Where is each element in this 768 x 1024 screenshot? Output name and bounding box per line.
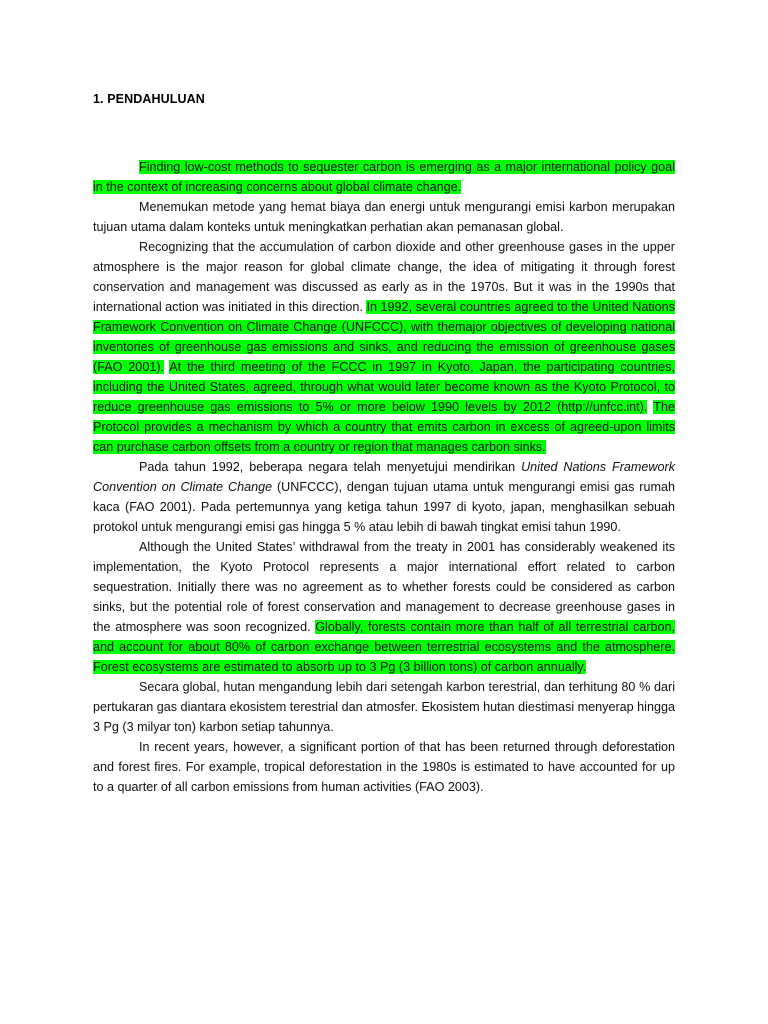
text-run: Although the United States’ withdrawal from the treaty in 2001 has considerably weakened its implementation, the Kyoto Protocol represents a major international effort related to carbon sequestration. Initially there was no agreement as to whether forests could be considered as carbon sinks, but the potential role of forest conservation and management to decrease greenhouse gases in the atmosphere was soon recognized. xyxy=(93,540,675,634)
text-run: Recognizing that the accumulation of carbon dioxide and other greenhouse gases in the upper atmosphere is the major reason for global climate change, the idea of mitigating it through forest conservation and management was discussed as early as in the 1970s. But it was in the 1990s that international action was initiated in this direction. xyxy=(93,240,675,314)
text-run: (UNFCCC), dengan tujuan utama untuk mengurangi emisi gas rumah kaca (FAO 2001). Pada pertemunnya yang ketiga tahun 1997 di kyoto, japan, menghasilkan sebuah protokol untuk mengurangi emisi gas hingga 5 % atau lebih di bawah tingkat emisi tahun 1990. xyxy=(93,480,675,534)
document-body xyxy=(93,157,675,797)
highlighted-text: Globally, forests contain more than half of all terrestrial carbon, and account for about 80% of carbon exchange between terrestrial ecosystems and the atmosphere. Forest ecosystems are estimated to absorb up to 3 Pg (3 billion tons) of carbon annually. xyxy=(93,620,676,674)
text-run: In recent years, however, a significant portion of that has been returned through deforestation and forest fires. For example, tropical deforestation in the 1980s is estimated to have accounted for up to a quarter of all carbon emissions from human activities (FAO 2003). xyxy=(93,740,675,794)
section-heading: 1. PENDAHULUAN xyxy=(93,92,205,106)
paragraph xyxy=(93,737,675,797)
paragraph xyxy=(93,677,675,737)
italic-text: United Nations Framework Convention on Climate Change xyxy=(93,460,676,494)
paragraph xyxy=(93,197,675,237)
highlighted-text: Finding low-cost methods to sequester carbon is emerging as a major international policy goal in the context of increasing concerns about global climate change. xyxy=(93,160,675,194)
text-run: Menemukan metode yang hemat biaya dan energi untuk mengurangi emisi karbon merupakan tujuan utama dalam konteks untuk meningkatkan perhatian akan pemanasan global. xyxy=(93,200,675,234)
highlighted-text: The Protocol provides a mechanism by which a country that emits carbon in excess of agreed-upon limits can purchase carbon offsets from a country or region that manages carbon sinks. xyxy=(93,400,675,454)
text-run: Pada tahun 1992, beberapa negara telah menyetujui mendirikan xyxy=(139,460,522,474)
highlighted-text: In 1992, several countries agreed to the United Nations Framework Convention on Climate Change (UNFCCC), with themajor objectives of developing national inventories of greenhouse gas emissions and sinks, and reducing the emission of greenhouse gases (FAO 2001). xyxy=(93,300,675,374)
paragraph xyxy=(93,537,675,677)
paragraph xyxy=(93,157,675,197)
paragraph xyxy=(93,237,675,457)
paragraph xyxy=(93,457,675,537)
highlighted-text: At the third meeting of the FCCC in 1997 in Kyoto, Japan, the participating countries, including the United States, agreed, through what would later become known as the Kyoto Protocol, to reduce greenhouse gas emissions to 5% or more below 1990 levels by 2012 (http://unfcc.int). xyxy=(93,360,675,414)
text-run: Secara global, hutan mengandung lebih dari setengah karbon terestrial, dan terhitung 80 % dari pertukaran gas diantara ekosistem terestrial dan atmosfer. Ekosistem hutan diestimasi menyerap hingga 3 Pg (3 milyar ton) karbon setiap tahunnya. xyxy=(93,680,675,734)
